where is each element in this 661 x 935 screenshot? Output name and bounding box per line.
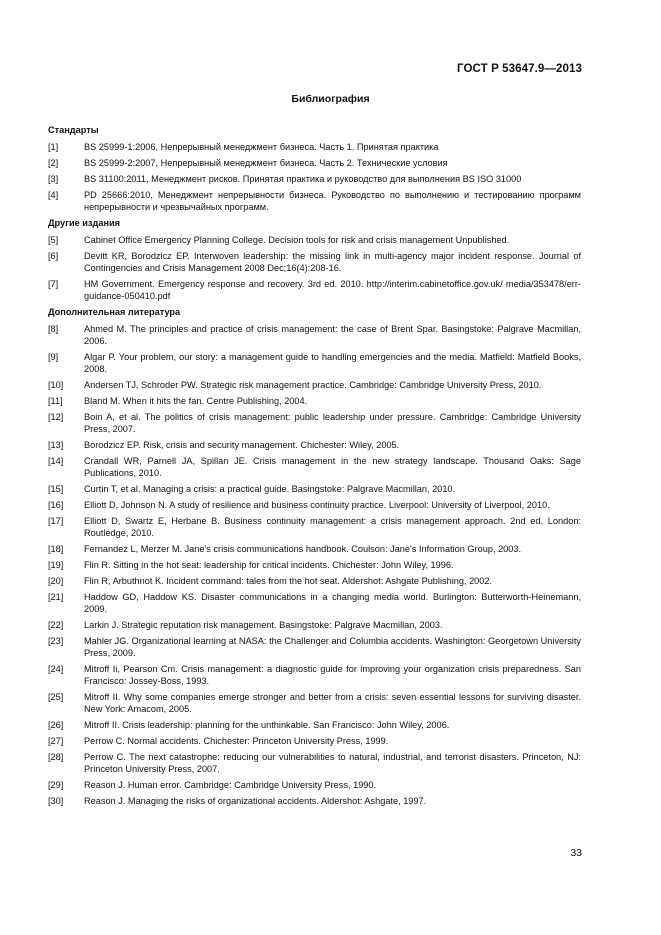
reference-item	[48, 141, 581, 153]
reference-number: [6]	[48, 251, 59, 261]
reference-item	[48, 455, 581, 479]
reference-number: [7]	[48, 279, 59, 289]
reference-number: [16]	[48, 500, 64, 510]
reference-text: HM Government. Emergency response and recovery. 3rd ed. 2010. http://interim.cabinetoffice.gov.uk/ media/353478/err-guidance-050410.pdf	[84, 279, 581, 301]
reference-item	[48, 411, 581, 435]
reference-number: [29]	[48, 780, 64, 790]
reference-list	[48, 323, 581, 807]
reference-list	[48, 141, 581, 213]
reference-number: [24]	[48, 664, 64, 674]
reference-number: [21]	[48, 592, 64, 602]
bibliography-section	[48, 217, 581, 302]
reference-number: [2]	[48, 158, 59, 168]
reference-number: [20]	[48, 576, 64, 586]
reference-number: [1]	[48, 142, 59, 152]
reference-text: BS 31100:2011, Менеджмент рисков. Принятая практика и руководство для выполнения BS ISO 31000	[84, 174, 522, 184]
reference-text: Andersen TJ, Schroder PW. Strategic risk management practice. Cambridge: Cambridge University Press, 2010.	[84, 380, 542, 390]
reference-item	[48, 575, 581, 587]
reference-item	[48, 735, 581, 747]
reference-text: BS 25999-2:2007, Непрерывный менеджмент бизнеса. Часть 2. Технические условия	[84, 158, 448, 168]
reference-number: [18]	[48, 544, 64, 554]
reference-text: Flin R, Arbuthnot K. Incident command: tales from the hot seat. Aldershot: Ashgate Publishing, 2002.	[84, 576, 493, 586]
reference-number: [8]	[48, 324, 59, 334]
reference-item	[48, 323, 581, 347]
reference-text: Crandall WR, Parnell JA, Spillan JE. Crisis management in the new strategy landscape. Thousand Oaks: Sage Publications, 2010.	[84, 456, 581, 478]
reference-text: Larkin J. Strategic reputation risk management. Basingstoke: Palgrave Macmillan, 2003.	[84, 620, 443, 630]
reference-number: [12]	[48, 412, 64, 422]
standard-code-header: ГОСТ Р 53647.9—2013	[457, 63, 582, 75]
reference-item	[48, 751, 581, 775]
reference-text: Bland M. When it hits the fan. Centre Publishing, 2004.	[84, 396, 308, 406]
reference-text: Flin R. Sitting in the hot seat: leadership for critical incidents. Chichester: John Wiley, 1996.	[84, 560, 454, 570]
reference-item	[48, 278, 581, 302]
reference-item	[48, 543, 581, 555]
reference-number: [13]	[48, 440, 64, 450]
reference-item	[48, 795, 581, 807]
section-heading: Дополнительная литература	[48, 307, 181, 317]
reference-item	[48, 351, 581, 375]
reference-item	[48, 250, 581, 274]
reference-number: [3]	[48, 174, 59, 184]
reference-number: [10]	[48, 380, 64, 390]
reference-text: Perrow C. Normal accidents. Chichester: Princeton University Press, 1999.	[84, 736, 389, 746]
reference-number: [30]	[48, 796, 64, 806]
reference-item	[48, 379, 581, 391]
reference-number: [15]	[48, 484, 64, 494]
reference-item	[48, 234, 581, 246]
reference-item	[48, 635, 581, 659]
reference-text: Mitroff II. Why some companies emerge stronger and better from a crisis: seven essential lessons for surviving disaster. New York: Amacom, 2005.	[84, 692, 581, 714]
reference-text: Mitroff Ii, Pearson Cm. Crisis management: a diagnostic guide for improving your organization crisis preparedness. San Francisco: Jossey-Boss, 1993.	[84, 664, 581, 686]
reference-number: [23]	[48, 636, 64, 646]
reference-item	[48, 483, 581, 495]
bibliography-section	[48, 306, 581, 807]
reference-number: [19]	[48, 560, 64, 570]
reference-text: Elliott D, Swartz E, Herbane B. Business continuity management: a crisis management approach. 2nd ed. London: Routledge, 2010.	[84, 516, 581, 538]
reference-text: Algar P. Your problem, our story: a management guide to handling emergencies and the media. Matfield: Matfield Books, 2008.	[84, 352, 581, 374]
reference-number: [17]	[48, 516, 64, 526]
reference-text: Cabinet Office Emergency Planning College. Decision tools for risk and crisis management Unpublished.	[84, 235, 510, 245]
section-heading: Стандарты	[48, 125, 99, 135]
reference-text: Reason J. Managing the risks of organizational accidents. Aldershot: Ashgate, 1997.	[84, 796, 427, 806]
reference-text: Borodzicz EP. Risk, crisis and security management. Chichester: Wiley, 2005.	[84, 440, 400, 450]
reference-text: Perrow C. The next catastrophe: reducing our vulnerabilities to natural, industrial, and terrorist disasters. Princeton, NJ: Princeton University Press, 2007.	[84, 752, 581, 774]
reference-number: [4]	[48, 190, 59, 200]
bibliography-body	[48, 124, 581, 811]
reference-text: Curtin T, et al. Managing a crisis: a practical guide. Basingstoke: Palgrave Macmillan, 2010.	[84, 484, 456, 494]
reference-item	[48, 395, 581, 407]
reference-text: Boin A, et al. The politics of crisis management: public leadership under pressure. Cambridge: Cambridge University Press, 2007.	[84, 412, 581, 434]
reference-text: Fernandez L, Merzer M. Jane's crisis communications handbook. Coulson: Jane's Information Group, 2003.	[84, 544, 522, 554]
reference-item	[48, 189, 581, 213]
bibliography-section	[48, 124, 581, 213]
reference-number: [26]	[48, 720, 64, 730]
bibliography-title: Библиография	[291, 93, 370, 105]
reference-number: [9]	[48, 352, 59, 362]
reference-item	[48, 591, 581, 615]
reference-item	[48, 559, 581, 571]
reference-item	[48, 691, 581, 715]
reference-item	[48, 173, 581, 185]
reference-text: Mahler JG. Organizational learning at NASA: the Challenger and Columbia accidents. Washington: Georgetown University Press, 2009.	[84, 636, 581, 658]
reference-text: PD 25666:2010, Менеджмент непрерывности бизнеса. Руководство по выполнению и тестированию программ непрерывности и чрезвычайных программ.	[84, 190, 581, 212]
section-heading: Другие издания	[48, 218, 120, 228]
reference-text: Mitroff II. Crisis leadership: planning for the unthinkable. San Francisco: John Wiley, 2006.	[84, 720, 450, 730]
reference-number: [22]	[48, 620, 64, 630]
reference-number: [28]	[48, 752, 64, 762]
reference-text: Devitt KR, Borodzicz EP. Interwoven leadership: the missing link in multi-agency major incident response. Journal of Contingencies and Crisis Management 2008 Dec;16(4):208-16.	[84, 251, 581, 273]
reference-text: BS 25999-1:2006, Непрерывный менеджмент бизнеса. Часть 1. Принятая практика	[84, 142, 439, 152]
reference-item	[48, 157, 581, 169]
reference-number: [14]	[48, 456, 64, 466]
reference-text: Haddow GD, Haddow KS. Disaster communications in a changing media world. Burlington: Butterworth-Heinemann, 2009.	[84, 592, 581, 614]
reference-text: Reason J. Human error. Cambridge: Cambridge University Press, 1990.	[84, 780, 377, 790]
reference-number: [25]	[48, 692, 64, 702]
reference-item	[48, 499, 581, 511]
reference-number: [27]	[48, 736, 64, 746]
reference-item	[48, 619, 581, 631]
reference-item	[48, 779, 581, 791]
reference-item	[48, 439, 581, 451]
reference-item	[48, 719, 581, 731]
page-number: 33	[570, 847, 582, 859]
reference-text: Elliott D, Johnson N. A study of resilience and business continuity practice. Liverpool: University of Liverpool, 2010.	[84, 500, 550, 510]
reference-text: Ahmed M. The principles and practice of crisis management: the case of Brent Spar. Basingstoke: Palgrave Macmillan, 2006.	[84, 324, 581, 346]
reference-item	[48, 663, 581, 687]
reference-number: [11]	[48, 396, 63, 406]
reference-item	[48, 515, 581, 539]
reference-list	[48, 234, 581, 302]
reference-number: [5]	[48, 235, 59, 245]
